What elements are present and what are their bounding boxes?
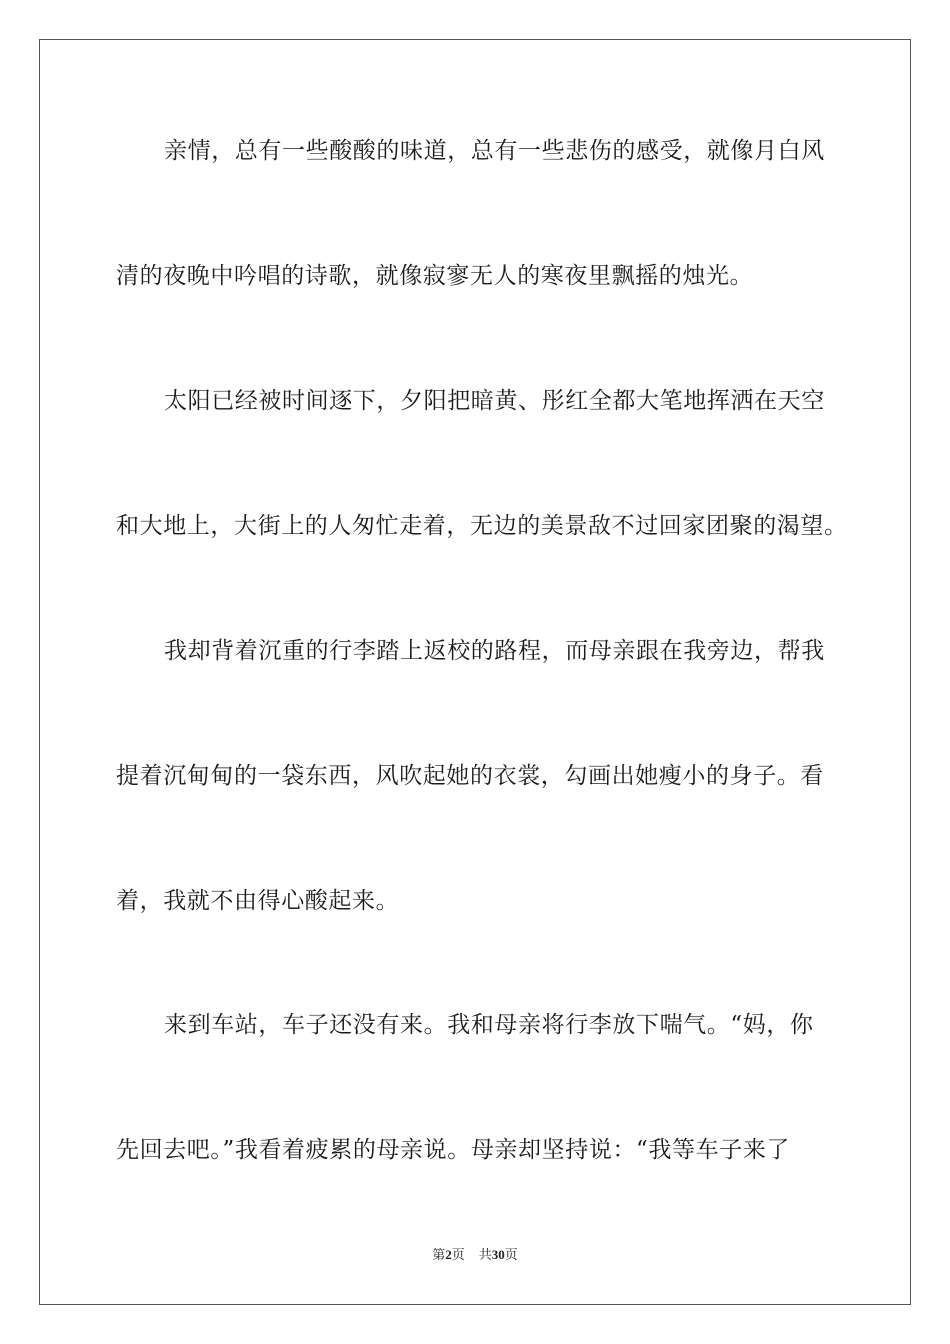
page-border [39,39,911,1305]
paragraph-3-line-1: 我却背着沉重的行李踏上返校的路程，而母亲跟在我旁边，帮我 [164,638,825,664]
paragraph-1-line-2: 清的夜晚中吟唱的诗歌，就像寂寥无人的寒夜里飘摇的烛光。 [116,263,754,289]
total-suffix: 页 [504,1248,518,1263]
page-suffix: 页 [451,1248,465,1263]
total-prefix: 共 [478,1248,492,1263]
paragraph-3-line-3: 着，我就不由得心酸起来。 [116,888,400,914]
paragraph-1-line-1: 亲情，总有一些酸酸的味道，总有一些悲伤的感受，就像月白风 [164,138,825,164]
paragraph-2-line-1: 太阳已经被时间逐下，夕阳把暗黄、彤红全都大笔地挥洒在天空 [164,388,825,414]
paragraph-3-line-2: 提着沉甸甸的一袋东西，风吹起她的衣裳，勾画出她瘦小的身子。看 [116,763,824,789]
paragraph-4-line-2: 先回去吧。”我看着疲累的母亲说。母亲却坚持说：“我等车子来了 [116,1137,791,1163]
page-number: 2 [445,1247,452,1262]
paragraph-2-line-2: 和大地上，大街上的人匆忙走着，无边的美景敌不过回家团聚的渴望。 [116,513,848,539]
page-prefix: 第 [432,1248,446,1263]
total-pages: 30 [491,1247,505,1262]
page-footer [0,1246,950,1265]
paragraph-4-line-1: 来到车站，车子还没有来。我和母亲将行李放下喘气。“妈，你 [164,1012,814,1038]
